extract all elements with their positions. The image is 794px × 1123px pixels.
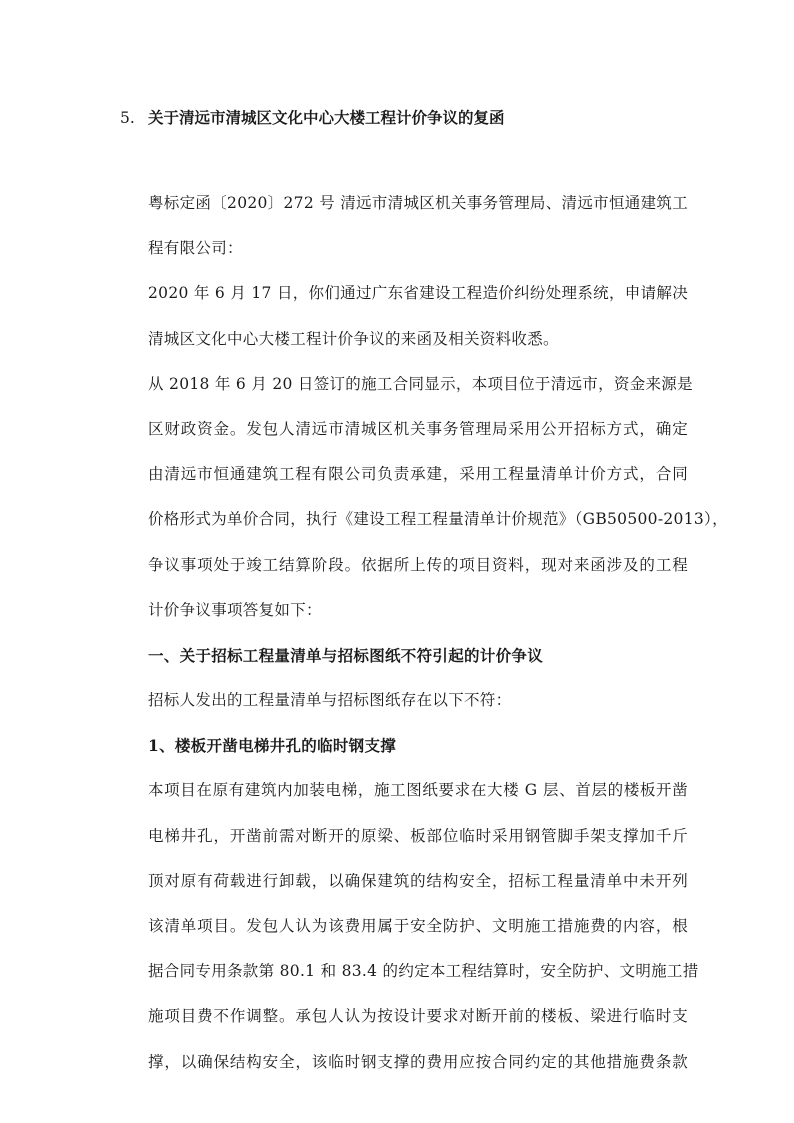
paragraph-line: 据合同专用条款第 80.1 和 83.4 的约定本工程结算时，安全防护、文明施工措: [148, 962, 699, 981]
paragraph-line: 电梯井孔，开凿前需对断开的原梁、板部位临时采用钢管脚手架支撑加千斤: [148, 826, 688, 845]
section-heading-line: 1、楼板开凿电梯井孔的临时钢支撑: [148, 736, 397, 756]
section-title: [120, 106, 505, 128]
paragraph-line: 争议事项处于竣工结算阶段。依据所上传的项目资料，现对来函涉及的工程: [148, 555, 688, 574]
section-number: 5.: [120, 109, 135, 127]
paragraph-line: 由清远市恒通建筑工程有限公司负责承建，采用工程量清单计价方式，合同: [148, 465, 688, 484]
letter-body: [148, 181, 728, 1085]
paragraph-line: 从 2018 年 6 月 20 日签订的施工合同显示，本项目位于清远市，资金来源是: [148, 374, 693, 393]
paragraph-line: 施项目费不作调整。承包人认为按设计要求对断开前的楼板、梁进行临时支: [148, 1007, 688, 1026]
paragraph-line: 价格形式为单价合同，执行《建设工程工程量清单计价规范》（GB50500-2013），: [148, 510, 728, 529]
paragraph-line: 计价争议事项答复如下：: [148, 600, 322, 619]
paragraph-line: 清城区文化中心大楼工程计价争议的来函及相关资料收悉。: [148, 329, 559, 348]
paragraph-line: 本项目在原有建筑内加装电梯，施工图纸要求在大楼 G 层、首层的楼板开凿: [148, 781, 688, 800]
paragraph-line: 撑，以确保结构安全，该临时钢支撑的费用应按合同约定的其他措施费条款: [148, 1052, 688, 1071]
section-heading-line: 一、关于招标工程量清单与招标图纸不符引起的计价争议: [148, 645, 544, 665]
section-title-text: 关于清远市清城区文化中心大楼工程计价争议的复函: [148, 108, 505, 127]
paragraph-line: 招标人发出的工程量清单与招标图纸存在以下不符：: [148, 691, 512, 710]
paragraph-line: 区财政资金。发包人清远市清城区机关事务管理局采用公开招标方式，确定: [148, 419, 688, 438]
paragraph-line: 2020 年 6 月 17 日，你们通过广东省建设工程造价纠纷处理系统，申请解决: [148, 284, 688, 303]
paragraph-line: 粤标定函〔2020〕272 号 清远市清城区机关事务管理局、清远市恒通建筑工: [148, 194, 688, 212]
paragraph-line: 该清单项目。发包人认为该费用属于安全防护、文明施工措施费的内容，根: [148, 917, 688, 935]
paragraph-line: 顶对原有荷载进行卸载，以确保建筑的结构安全，招标工程量清单中未开列: [148, 871, 688, 890]
paragraph-line: 程有限公司：: [148, 239, 243, 258]
